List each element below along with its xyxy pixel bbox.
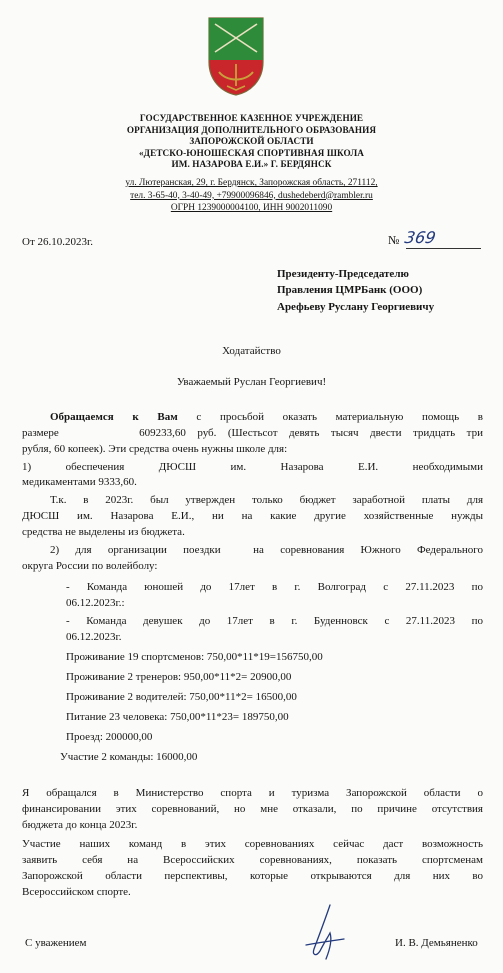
opportunity-line: заявить себя на Всероссийских соревнованиях, показать спортсменам — [22, 854, 483, 866]
ministry-line: финансировании этих соревнований, но мне отказали, по причине отсутствия — [22, 803, 483, 815]
letter-date: От 26.10.2023г. — [22, 236, 94, 248]
org-header — [0, 113, 503, 171]
opportunity-line: Всероссийском спорте. — [22, 886, 131, 898]
addressee-line: Арефьеву Руслану Георгиевичу — [277, 300, 435, 313]
request-purpose-line: рубля, 60 копеек). Эти средства очень нужны школе для: — [22, 443, 288, 455]
letter-number: 369 — [403, 228, 438, 247]
item-medicines-line: 1) обеспечения ДЮСШ им. Назарова Е.И. необходимыми — [22, 461, 483, 473]
addressee-line: Правления ЦМРБанк (ООО) — [277, 284, 423, 297]
team-boys-dates: 06.12.2023г.: — [66, 597, 125, 609]
org-header-line: «ДЕТСКО-ЮНОШЕСКАЯ СПОРТИВНАЯ ШКОЛА — [138, 147, 365, 158]
opportunity-line: Запорожской области перспективы, которые открываются для них во — [22, 870, 483, 882]
document-title: Ходатайство — [222, 345, 281, 357]
handwritten-signature — [300, 903, 350, 965]
org-header-line: ГОСУДАРСТВЕННОЕ КАЗЕННОЕ УЧРЕЖДЕНИЕ — [139, 113, 364, 123]
org-contacts — [0, 177, 503, 215]
budget-line: ДЮСШ им. Назарова Е.И., ни на какие другие хозяйственные нужды — [22, 510, 483, 522]
team-girls-line: - Команда девушек до 17лет в г. Буденновск с 27.11.2023 по — [66, 615, 483, 627]
item-trip-line: 2) для организации поездки на соревнования Южного Федерального — [50, 544, 483, 556]
org-header-line: ОРГАНИЗАЦИЯ ДОПОЛНИТЕЛЬНОГО ОБРАЗОВАНИЯ — [126, 124, 377, 135]
participation-line: Участие 2 команды: 16000,00 — [60, 751, 198, 763]
addressee-line: Президенту-Председателю — [277, 268, 409, 280]
budget-line: Т.к. в 2023г. был утвержден только бюджет заработной платы для — [50, 494, 483, 506]
ministry-line: бюджета до конца 2023г. — [22, 819, 138, 831]
org-header-line: ЗАПОРОЖСКОЙ ОБЛАСТИ — [189, 136, 314, 147]
cost-line: Проезд: 200000,00 — [66, 731, 153, 743]
letter-number-label: № — [388, 233, 400, 247]
request-line: Обращаемся к Вам с просьбой оказать материальную помощь в — [50, 411, 483, 423]
item-trip-line: округа России по волейболу: — [22, 560, 158, 572]
budget-line: средства не выделены из бюджета. — [22, 526, 185, 538]
opportunity-line: Участие наших команд в этих соревнованиях сейчас даст возможность — [22, 838, 483, 850]
signer-name: И. В. Демьяненко — [395, 937, 478, 949]
ministry-line: Я обращался в Министерство спорта и туризма Запорожской области о — [22, 787, 483, 799]
cost-line: Питание 23 человека: 750,00*11*23= 189750,00 — [66, 711, 289, 723]
cost-line: Проживание 19 спортсменов: 750,00*11*19=156750,00 — [66, 651, 323, 663]
greeting: Уважаемый Руслан Георгиевич! — [176, 376, 327, 388]
addressee-block — [277, 266, 434, 315]
team-girls-dates: 06.12.2023г. — [66, 631, 122, 643]
cost-line: Проживание 2 тренеров: 950,00*11*2= 20900,00 — [66, 671, 292, 683]
closing-regards: С уважением — [25, 937, 87, 949]
coat-of-arms-emblem — [207, 16, 265, 96]
request-amount-line: размере 609233,60 руб. (Шестьсот девять тысяч двести тридцать три — [22, 427, 483, 439]
team-boys-line: - Команда юношей до 17лет в г. Волгоград с 27.11.2023 по — [66, 581, 483, 593]
org-phones-email: тел. 3-65-40, 3-40-49, +79900096846, dushedeberd@rambler.ru — [130, 190, 373, 201]
number-underline — [406, 248, 481, 249]
org-address: ул. Лютеранская, 29, г. Бердянск, Запорожская область, 271112, — [125, 178, 378, 188]
org-registration: ОГРН 1239000004100, ИНН 9002011090 — [170, 203, 333, 214]
item-medicines-amount: медикаментами 9333,60. — [22, 476, 137, 488]
request-emphasis: Обращаемся к Вам — [50, 411, 178, 423]
org-header-line: ИМ. НАЗАРОВА Е.И.» Г. БЕРДЯНСК — [171, 159, 332, 170]
cost-line: Проживание 2 водителей: 750,00*11*2= 16500,00 — [66, 691, 297, 703]
